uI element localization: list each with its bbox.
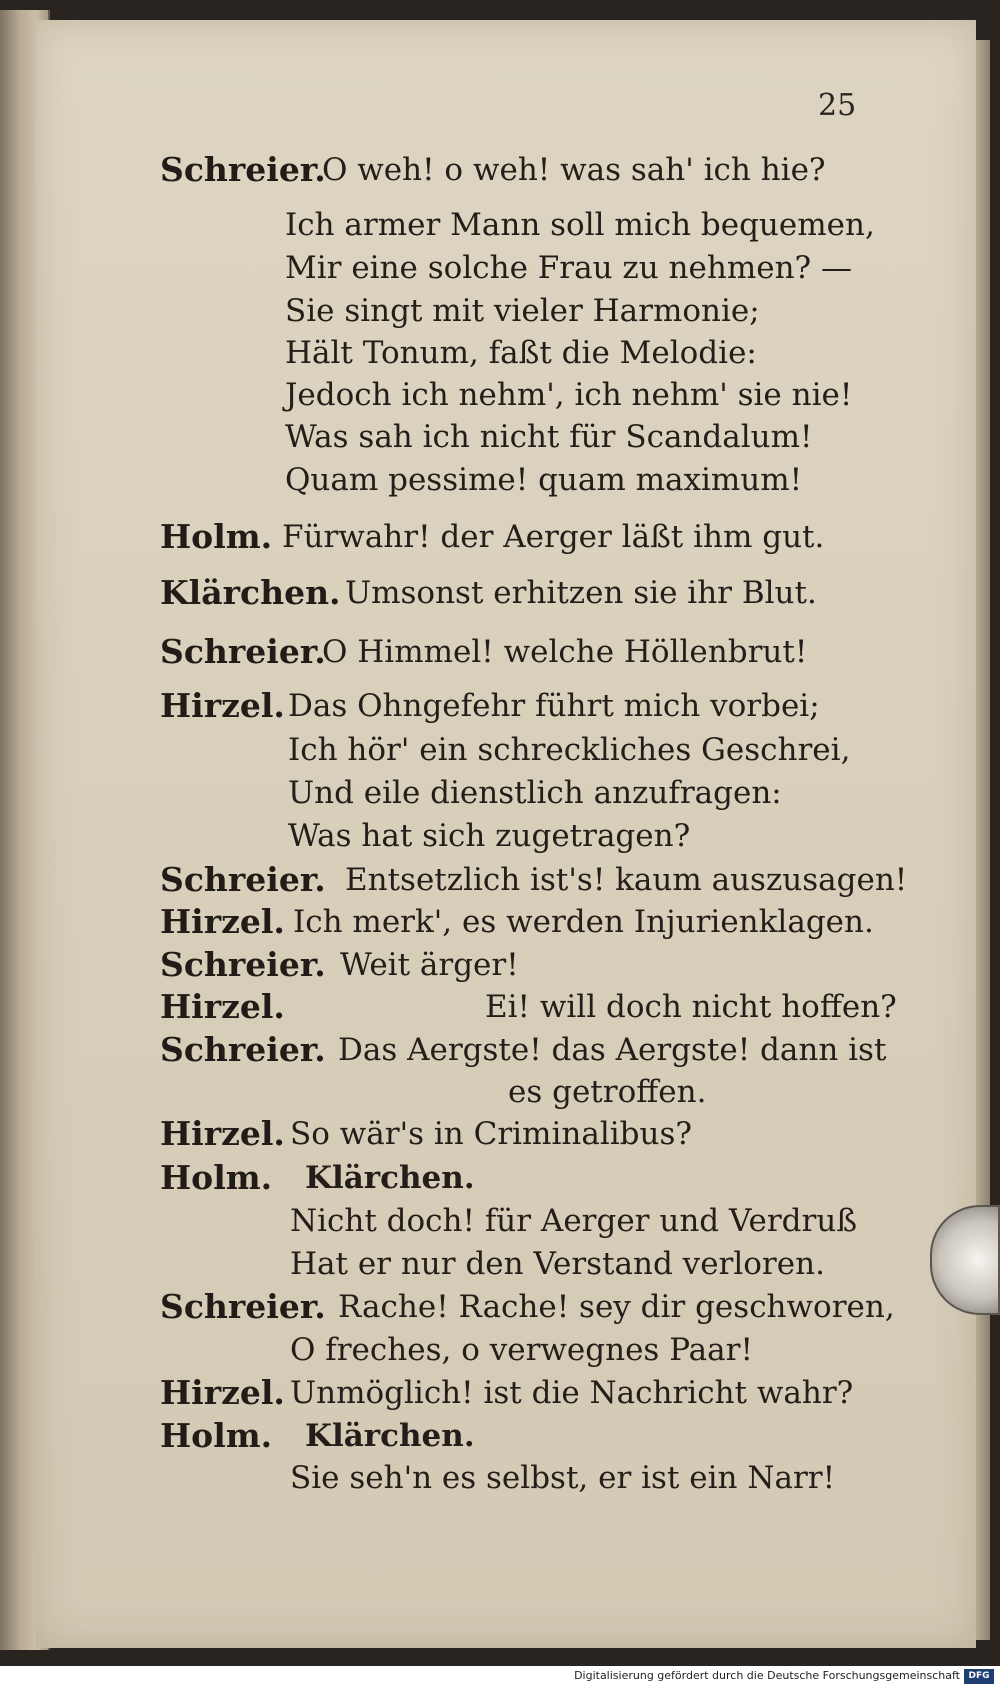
speaker-label: Schreier. [160, 1287, 326, 1326]
speaker-label: Schreier. [160, 150, 326, 189]
verse-line: Das Aergste! das Aergste! dann ist [338, 1032, 887, 1068]
verse-line: Jedoch ich nehm', ich nehm' sie nie! [285, 377, 853, 413]
speaker-label: Hirzel. [160, 1373, 285, 1412]
dfg-logo: DFG [964, 1669, 994, 1684]
footer-credit: Digitalisierung gefördert durch die Deutsche Forschungsgemeinschaft [574, 1669, 960, 1682]
speaker-label: Schreier. [160, 860, 326, 899]
speaker-label: Hirzel. [160, 987, 285, 1026]
speaker-label: Holm. [160, 1416, 273, 1455]
verse-line: Ich armer Mann soll mich bequemen, [285, 207, 875, 243]
speaker-label: Hirzel. [160, 902, 285, 941]
page-number: 25 [818, 88, 857, 123]
verse-line: Umsonst erhitzen sie ihr Blut. [345, 575, 817, 611]
verse-line: Hält Tonum, faßt die Melodie: [285, 335, 757, 371]
verse-line: So wär's in Criminalibus? [290, 1116, 692, 1152]
verse-line: Quam pessime! quam maximum! [285, 462, 803, 498]
verse-line: Rache! Rache! sey dir geschworen, [338, 1289, 895, 1325]
verse-line: Unmöglich! ist die Nachricht wahr? [290, 1375, 854, 1411]
verse-line: O Himmel! welche Höllenbrut! [322, 634, 808, 670]
speaker-label: Schreier. [160, 1030, 326, 1069]
verse-line: Mir eine solche Frau zu nehmen? — [285, 250, 853, 286]
verse-line: Was sah ich nicht für Scandalum! [285, 419, 813, 455]
verse-line: Sie singt mit vieler Harmonie; [285, 293, 760, 329]
speaker-label: Holm. [160, 1158, 273, 1197]
speaker-label: Klärchen. [160, 573, 341, 612]
verse-line: Nicht doch! für Aerger und Verdruß [290, 1203, 858, 1239]
verse-line: Entsetzlich ist's! kaum auszusagen! [345, 862, 908, 898]
speaker-label: Schreier. [160, 632, 326, 671]
verse-line: Ei! will doch nicht hoffen? [485, 989, 897, 1025]
speaker-label: Hirzel. [160, 1114, 285, 1153]
verse-line: es getroffen. [508, 1074, 707, 1110]
speaker-label-inline: Klärchen. [305, 1160, 475, 1196]
speaker-label: Hirzel. [160, 686, 285, 725]
speaker-label: Holm. [160, 517, 273, 556]
verse-line: Das Ohngefehr führt mich vorbei; [288, 688, 820, 724]
verse-line: O weh! o weh! was sah' ich hie? [322, 152, 826, 188]
verse-line: Was hat sich zugetragen? [288, 818, 691, 854]
verse-line: Ich hör' ein schreckliches Geschrei, [288, 732, 851, 768]
verse-line: Fürwahr! der Aerger läßt ihm gut. [282, 519, 825, 555]
verse-line: Sie seh'n es selbst, er ist ein Narr! [290, 1460, 836, 1496]
verse-line: Ich merk', es werden Injurienklagen. [293, 904, 874, 940]
verse-line: O freches, o verwegnes Paar! [290, 1332, 753, 1368]
right-page-edge [976, 40, 990, 1640]
verse-line: Weit ärger! [340, 947, 519, 983]
verse-line: Und eile dienstlich anzufragen: [288, 775, 782, 811]
verse-line: Hat er nur den Verstand verloren. [290, 1246, 825, 1282]
speaker-label: Schreier. [160, 945, 326, 984]
footer-bar [0, 1666, 1000, 1689]
speaker-label-inline: Klärchen. [305, 1418, 475, 1454]
